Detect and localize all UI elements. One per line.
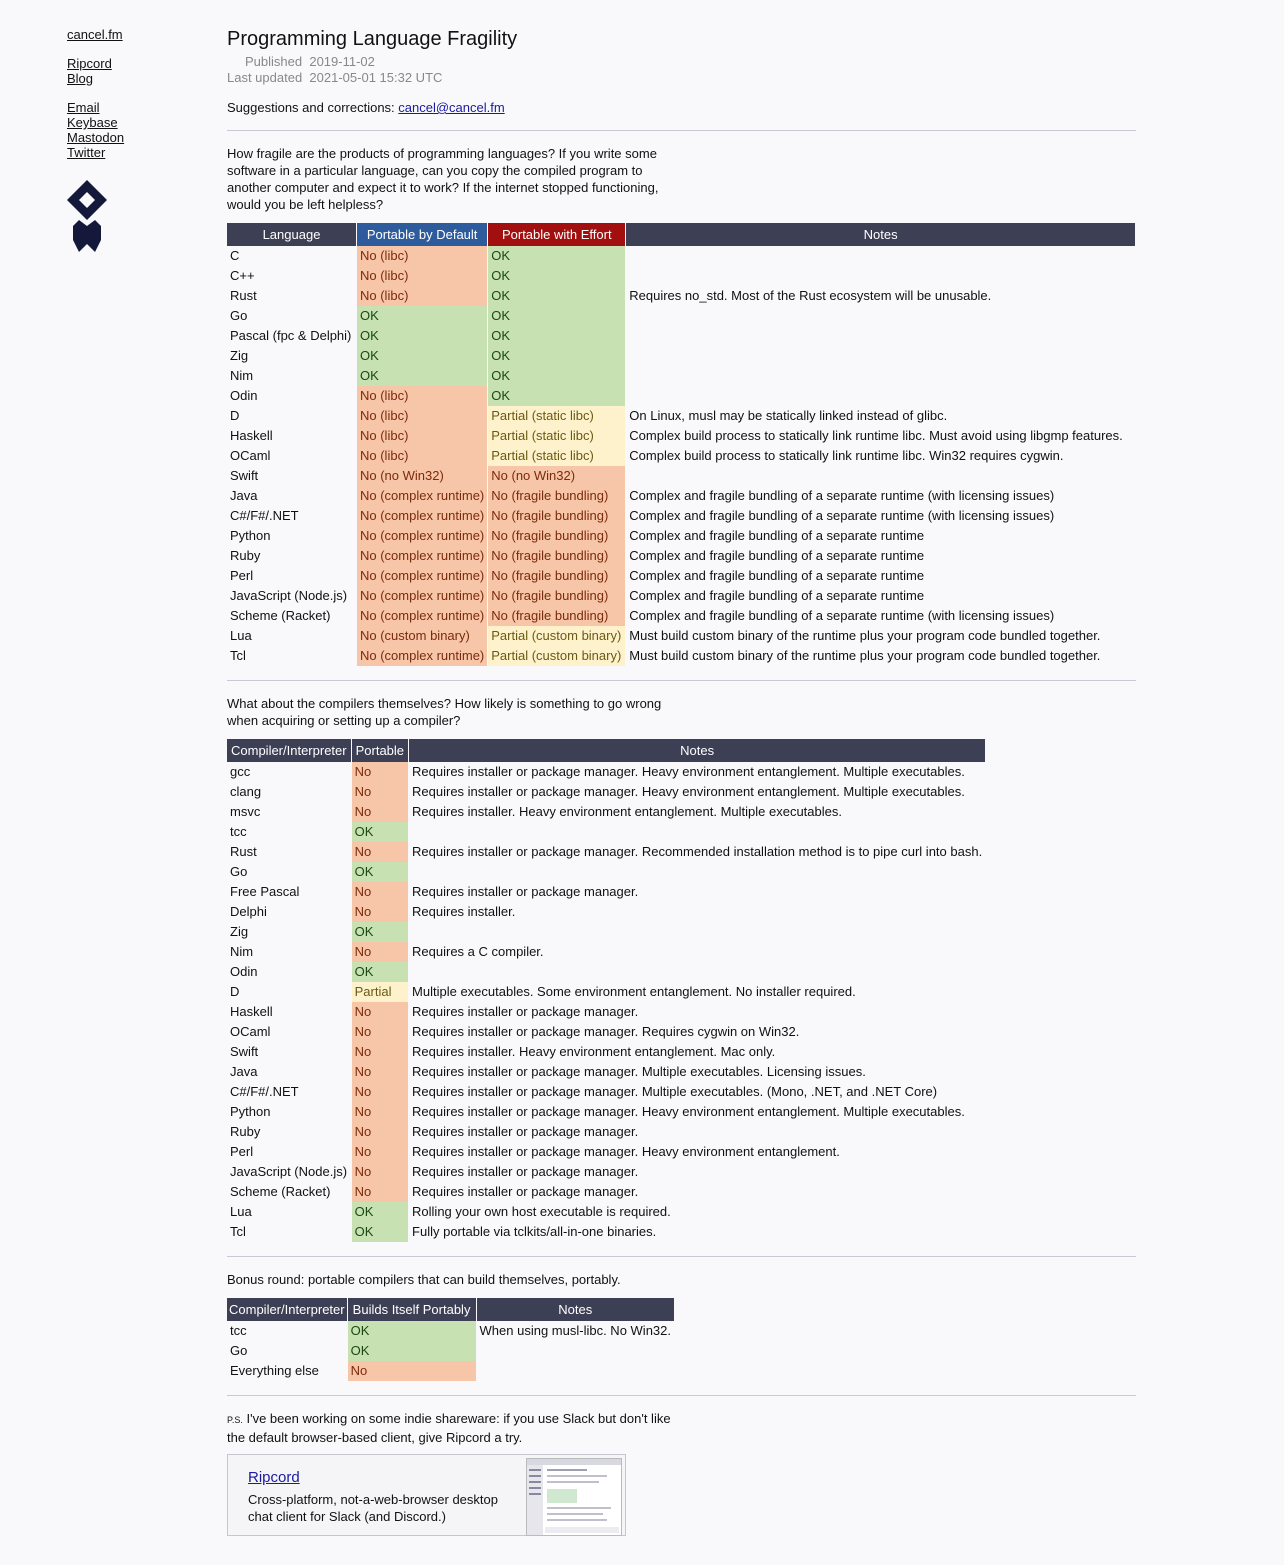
status-cell: OK: [348, 1341, 476, 1361]
sidebar: [67, 27, 207, 255]
notes-cell: Complex and fragile bundling of a separate runtime: [626, 546, 1135, 566]
notes-cell: [409, 962, 985, 982]
name-cell: Rust: [227, 842, 351, 862]
status-cell: No: [352, 1022, 408, 1042]
status-cell: No (libc): [357, 246, 487, 266]
language-row: [227, 286, 1135, 306]
header-portable-default: Portable by Default: [357, 223, 487, 246]
status-cell: OK: [488, 246, 625, 266]
status-cell: OK: [488, 386, 625, 406]
name-cell: D: [227, 406, 356, 426]
notes-cell: Requires installer or package manager. Multiple executables. Licensing issues.: [409, 1062, 985, 1082]
status-cell: OK: [357, 306, 487, 326]
notes-cell: [626, 466, 1135, 486]
compiler-row: [227, 1202, 985, 1222]
header-notes: Notes: [477, 1298, 674, 1321]
ripcord-promo-card[interactable]: [227, 1454, 626, 1536]
status-cell: No: [348, 1361, 476, 1381]
header-portable-effort: Portable with Effort: [488, 223, 625, 246]
status-cell: OK: [352, 822, 408, 842]
compiler-row: [227, 822, 985, 842]
name-cell: Go: [227, 306, 356, 326]
notes-cell: Requires installer or package manager. Heavy environment entanglement. Multiple executables.: [409, 1102, 985, 1122]
notes-cell: [477, 1341, 674, 1361]
status-cell: No (complex runtime): [357, 586, 487, 606]
compiler-row: [227, 1062, 985, 1082]
status-cell: OK: [488, 266, 625, 286]
status-cell: No: [352, 1122, 408, 1142]
ripcord-card-description: Cross-platform, not-a-web-browser desktop chat client for Slack (and Discord.): [248, 1492, 498, 1524]
status-cell: OK: [352, 922, 408, 942]
language-row: [227, 566, 1135, 586]
status-cell: OK: [352, 1202, 408, 1222]
self-hosting-row: [227, 1361, 674, 1381]
notes-cell: Requires installer or package manager. Heavy environment entanglement.: [409, 1142, 985, 1162]
notes-cell: Complex build process to statically link runtime libc. Win32 requires cygwin.: [626, 446, 1135, 466]
language-row: [227, 326, 1135, 346]
notes-cell: [626, 366, 1135, 386]
mastodon-link[interactable]: Mastodon: [67, 130, 125, 145]
notes-cell: Requires installer or package manager. Recommended installation method is to pipe curl into bash.: [409, 842, 985, 862]
notes-cell: Multiple executables. Some environment entanglement. No installer required.: [409, 982, 985, 1002]
site-home-link[interactable]: cancel.fm: [67, 27, 123, 42]
status-cell: Partial (static libc): [488, 446, 625, 466]
sidebar-links-contact: [67, 100, 207, 160]
name-cell: OCaml: [227, 1022, 351, 1042]
name-cell: Swift: [227, 466, 356, 486]
status-cell: No: [352, 882, 408, 902]
name-cell: Odin: [227, 386, 356, 406]
notes-cell: Requires installer or package manager.: [409, 1122, 985, 1142]
name-cell: C#/F#/.NET: [227, 1082, 351, 1102]
name-cell: Everything else: [227, 1361, 347, 1381]
name-cell: C#/F#/.NET: [227, 506, 356, 526]
notes-cell: Requires installer or package manager.: [409, 1162, 985, 1182]
notes-cell: [409, 862, 985, 882]
sidebar-links-primary: [67, 56, 207, 86]
self-hosting-row: [227, 1341, 674, 1361]
name-cell: Python: [227, 526, 356, 546]
compiler-row: [227, 1082, 985, 1102]
status-cell: OK: [352, 1222, 408, 1242]
compiler-row: [227, 1162, 985, 1182]
notes-cell: On Linux, musl may be statically linked instead of glibc.: [626, 406, 1135, 426]
compiler-row: [227, 1222, 985, 1242]
compiler-row: [227, 1142, 985, 1162]
status-cell: OK: [352, 862, 408, 882]
ps-text: I've been working on some indie shareware: if you use Slack but don't like the default browser-based client, give Ripcord a try.: [227, 1411, 671, 1445]
language-row: [227, 266, 1135, 286]
intro-paragraph: How fragile are the products of programming languages? If you write some software in a particular language, can you copy the compiled program to another computer and expect it to work? If the internet stopped functioning, would you be left helpless?: [227, 146, 659, 212]
status-cell: No (fragile bundling): [488, 546, 625, 566]
divider: [227, 1256, 1136, 1257]
name-cell: Java: [227, 486, 356, 506]
header-portable: Portable: [352, 739, 408, 762]
compiler-row: [227, 1002, 985, 1022]
status-cell: No: [352, 802, 408, 822]
notes-cell: [626, 306, 1135, 326]
ps-paragraph: [227, 1410, 687, 1446]
status-cell: No: [352, 842, 408, 862]
notes-cell: [626, 266, 1135, 286]
article: [227, 28, 1136, 1536]
status-cell: No: [352, 1062, 408, 1082]
status-cell: No: [352, 902, 408, 922]
language-row: [227, 586, 1135, 606]
compiler-portability-table: [226, 739, 986, 1242]
name-cell: Haskell: [227, 1002, 351, 1022]
compiler-row: [227, 1042, 985, 1062]
status-cell: No (complex runtime): [357, 546, 487, 566]
name-cell: tcc: [227, 1321, 347, 1341]
compiler-row: [227, 1122, 985, 1142]
notes-cell: Requires no_std. Most of the Rust ecosystem will be unusable.: [626, 286, 1135, 306]
language-row: [227, 246, 1135, 266]
language-row: [227, 426, 1135, 446]
updated-line: [227, 70, 1136, 86]
header-compiler: Compiler/Interpreter: [227, 739, 351, 762]
ripcord-link[interactable]: Ripcord: [67, 56, 112, 71]
status-cell: No: [352, 1042, 408, 1062]
compiler-row: [227, 782, 985, 802]
name-cell: Go: [227, 862, 351, 882]
language-row: [227, 606, 1135, 626]
status-cell: OK: [488, 306, 625, 326]
compilers-intro-paragraph: What about the compilers themselves? How likely is something to go wrong when acquiring or setting up a compiler?: [227, 696, 662, 728]
notes-cell: Requires installer or package manager. Requires cygwin on Win32.: [409, 1022, 985, 1042]
header-notes: Notes: [409, 739, 985, 762]
name-cell: OCaml: [227, 446, 356, 466]
self-hosting-table: [226, 1298, 675, 1381]
notes-cell: When using musl-libc. No Win32.: [477, 1321, 674, 1341]
status-cell: No: [352, 782, 408, 802]
status-cell: No (libc): [357, 286, 487, 306]
status-cell: No (libc): [357, 426, 487, 446]
language-row: [227, 526, 1135, 546]
name-cell: Ruby: [227, 1122, 351, 1142]
ripcord-screenshot-thumbnail: [526, 1458, 622, 1536]
published-label: Published: [245, 54, 303, 69]
status-cell: No: [352, 1082, 408, 1102]
name-cell: Java: [227, 1062, 351, 1082]
language-row: [227, 506, 1135, 526]
compiler-row: [227, 802, 985, 822]
language-row: [227, 366, 1135, 386]
name-cell: Zig: [227, 922, 351, 942]
name-cell: Swift: [227, 1042, 351, 1062]
status-cell: No: [352, 1002, 408, 1022]
status-cell: No (complex runtime): [357, 606, 487, 626]
notes-cell: Must build custom binary of the runtime plus your program code bundled together.: [626, 646, 1135, 666]
notes-cell: Fully portable via tclkits/all-in-one binaries.: [409, 1222, 985, 1242]
name-cell: Scheme (Racket): [227, 606, 356, 626]
status-cell: No (complex runtime): [357, 646, 487, 666]
status-cell: No (fragile bundling): [488, 566, 625, 586]
self-hosting-row: [227, 1321, 674, 1341]
name-cell: Perl: [227, 1142, 351, 1162]
status-cell: No (complex runtime): [357, 506, 487, 526]
notes-cell: Complex and fragile bundling of a separate runtime (with licensing issues): [626, 606, 1135, 626]
name-cell: tcc: [227, 822, 351, 842]
status-cell: No (no Win32): [488, 466, 625, 486]
status-cell: No (custom binary): [357, 626, 487, 646]
status-cell: No (fragile bundling): [488, 486, 625, 506]
divider: [227, 680, 1136, 681]
name-cell: C++: [227, 266, 356, 286]
notes-cell: Complex build process to statically link runtime libc. Must avoid using libgmp features.: [626, 426, 1135, 446]
contact-email-link[interactable]: cancel@cancel.fm: [398, 100, 505, 115]
status-cell: No (fragile bundling): [488, 526, 625, 546]
ps-label: P.S.: [227, 1415, 243, 1425]
notes-cell: [409, 922, 985, 942]
published-line: [227, 54, 1136, 70]
notes-cell: Requires installer or package manager. Multiple executables. (Mono, .NET, and .NET Core): [409, 1082, 985, 1102]
name-cell: C: [227, 246, 356, 266]
name-cell: Rust: [227, 286, 356, 306]
name-cell: Zig: [227, 346, 356, 366]
status-cell: No (fragile bundling): [488, 606, 625, 626]
name-cell: D: [227, 982, 351, 1002]
name-cell: Scheme (Racket): [227, 1182, 351, 1202]
notes-cell: Complex and fragile bundling of a separate runtime (with licensing issues): [626, 486, 1135, 506]
status-cell: No (libc): [357, 406, 487, 426]
notes-cell: Requires installer or package manager. Heavy environment entanglement. Multiple executables.: [409, 782, 985, 802]
site-logo-icon: [67, 180, 107, 252]
compiler-row: [227, 962, 985, 982]
notes-cell: Requires installer or package manager.: [409, 882, 985, 902]
name-cell: Odin: [227, 962, 351, 982]
name-cell: Perl: [227, 566, 356, 586]
status-cell: Partial (custom binary): [488, 626, 625, 646]
ripcord-card-title[interactable]: Ripcord: [248, 1469, 300, 1486]
header-notes: Notes: [626, 223, 1135, 246]
status-cell: No: [352, 762, 408, 782]
name-cell: Haskell: [227, 426, 356, 446]
status-cell: No: [352, 1182, 408, 1202]
page-title: Programming Language Fragility: [227, 28, 518, 50]
status-cell: OK: [488, 366, 625, 386]
compiler-row: [227, 922, 985, 942]
status-cell: OK: [352, 962, 408, 982]
status-cell: OK: [488, 286, 625, 306]
notes-cell: Complex and fragile bundling of a separate runtime: [626, 586, 1135, 606]
notes-cell: Requires installer.: [409, 902, 985, 922]
notes-cell: Must build custom binary of the runtime plus your program code bundled together.: [626, 626, 1135, 646]
compiler-row: [227, 1182, 985, 1202]
language-row: [227, 406, 1135, 426]
status-cell: OK: [357, 326, 487, 346]
compiler-row: [227, 902, 985, 922]
notes-cell: Rolling your own host executable is required.: [409, 1202, 985, 1222]
notes-cell: [626, 246, 1135, 266]
language-row: [227, 486, 1135, 506]
updated-date: 2021-05-01 15:32 UTC: [309, 70, 443, 85]
compiler-row: [227, 762, 985, 782]
notes-cell: [409, 822, 985, 842]
status-cell: OK: [357, 346, 487, 366]
keybase-link[interactable]: Keybase: [67, 115, 118, 130]
status-cell: No: [352, 1162, 408, 1182]
notes-cell: [626, 386, 1135, 406]
status-cell: No: [352, 1142, 408, 1162]
name-cell: msvc: [227, 802, 351, 822]
published-date: 2019-11-02: [309, 54, 375, 69]
compiler-row: [227, 882, 985, 902]
status-cell: No (no Win32): [357, 466, 487, 486]
header-language: Language: [227, 223, 356, 246]
language-row: [227, 626, 1135, 646]
name-cell: Delphi: [227, 902, 351, 922]
twitter-link[interactable]: Twitter: [67, 145, 106, 160]
status-cell: OK: [488, 346, 625, 366]
notes-cell: Requires a C compiler.: [409, 942, 985, 962]
name-cell: Free Pascal: [227, 882, 351, 902]
compiler-row: [227, 1022, 985, 1042]
notes-cell: [626, 346, 1135, 366]
status-cell: No: [352, 1102, 408, 1122]
compiler-row: [227, 942, 985, 962]
status-cell: OK: [488, 326, 625, 346]
language-row: [227, 386, 1135, 406]
name-cell: Python: [227, 1102, 351, 1122]
blog-link[interactable]: Blog: [67, 71, 94, 86]
status-cell: No (complex runtime): [357, 526, 487, 546]
notes-cell: Complex and fragile bundling of a separate runtime: [626, 526, 1135, 546]
status-cell: Partial (static libc): [488, 406, 625, 426]
name-cell: clang: [227, 782, 351, 802]
status-cell: No (libc): [357, 266, 487, 286]
language-row: [227, 546, 1135, 566]
header-compiler: Compiler/Interpreter: [227, 1298, 347, 1321]
language-row: [227, 466, 1135, 486]
language-row: [227, 646, 1135, 666]
bonus-intro-paragraph: Bonus round: portable compilers that can build themselves, portably.: [227, 1272, 621, 1287]
notes-cell: Complex and fragile bundling of a separate runtime (with licensing issues): [626, 506, 1135, 526]
language-row: [227, 306, 1135, 326]
name-cell: Lua: [227, 1202, 351, 1222]
status-cell: No (libc): [357, 446, 487, 466]
status-cell: OK: [348, 1321, 476, 1341]
divider: [227, 130, 1136, 131]
name-cell: Go: [227, 1341, 347, 1361]
language-portability-table: [226, 223, 1136, 666]
notes-cell: Complex and fragile bundling of a separate runtime: [626, 566, 1135, 586]
updated-label: Last updated: [227, 70, 303, 85]
name-cell: gcc: [227, 762, 351, 782]
notes-cell: [477, 1361, 674, 1381]
status-cell: No (fragile bundling): [488, 506, 625, 526]
name-cell: Tcl: [227, 646, 356, 666]
language-row: [227, 446, 1135, 466]
name-cell: Nim: [227, 942, 351, 962]
status-cell: Partial: [352, 982, 408, 1002]
status-cell: OK: [357, 366, 487, 386]
status-cell: No (complex runtime): [357, 566, 487, 586]
email-link[interactable]: Email: [67, 100, 100, 115]
name-cell: Nim: [227, 366, 356, 386]
language-row: [227, 346, 1135, 366]
name-cell: Ruby: [227, 546, 356, 566]
name-cell: Lua: [227, 626, 356, 646]
header-builds-itself: Builds Itself Portably: [348, 1298, 476, 1321]
notes-cell: Requires installer or package manager.: [409, 1182, 985, 1202]
suggestions-text: Suggestions and corrections:: [227, 100, 399, 115]
divider: [227, 1395, 1136, 1396]
status-cell: No (fragile bundling): [488, 586, 625, 606]
compiler-row: [227, 862, 985, 882]
status-cell: No: [352, 942, 408, 962]
compiler-row: [227, 1102, 985, 1122]
status-cell: No (libc): [357, 386, 487, 406]
name-cell: JavaScript (Node.js): [227, 1162, 351, 1182]
status-cell: Partial (static libc): [488, 426, 625, 446]
name-cell: JavaScript (Node.js): [227, 586, 356, 606]
notes-cell: Requires installer or package manager.: [409, 1002, 985, 1022]
suggestions-line: [227, 100, 1136, 116]
notes-cell: [626, 326, 1135, 346]
name-cell: Tcl: [227, 1222, 351, 1242]
notes-cell: Requires installer or package manager. Heavy environment entanglement. Multiple executables.: [409, 762, 985, 782]
compiler-row: [227, 842, 985, 862]
notes-cell: Requires installer. Heavy environment entanglement. Mac only.: [409, 1042, 985, 1062]
status-cell: No (complex runtime): [357, 486, 487, 506]
compiler-row: [227, 982, 985, 1002]
status-cell: Partial (custom binary): [488, 646, 625, 666]
name-cell: Pascal (fpc & Delphi): [227, 326, 356, 346]
notes-cell: Requires installer. Heavy environment entanglement. Multiple executables.: [409, 802, 985, 822]
